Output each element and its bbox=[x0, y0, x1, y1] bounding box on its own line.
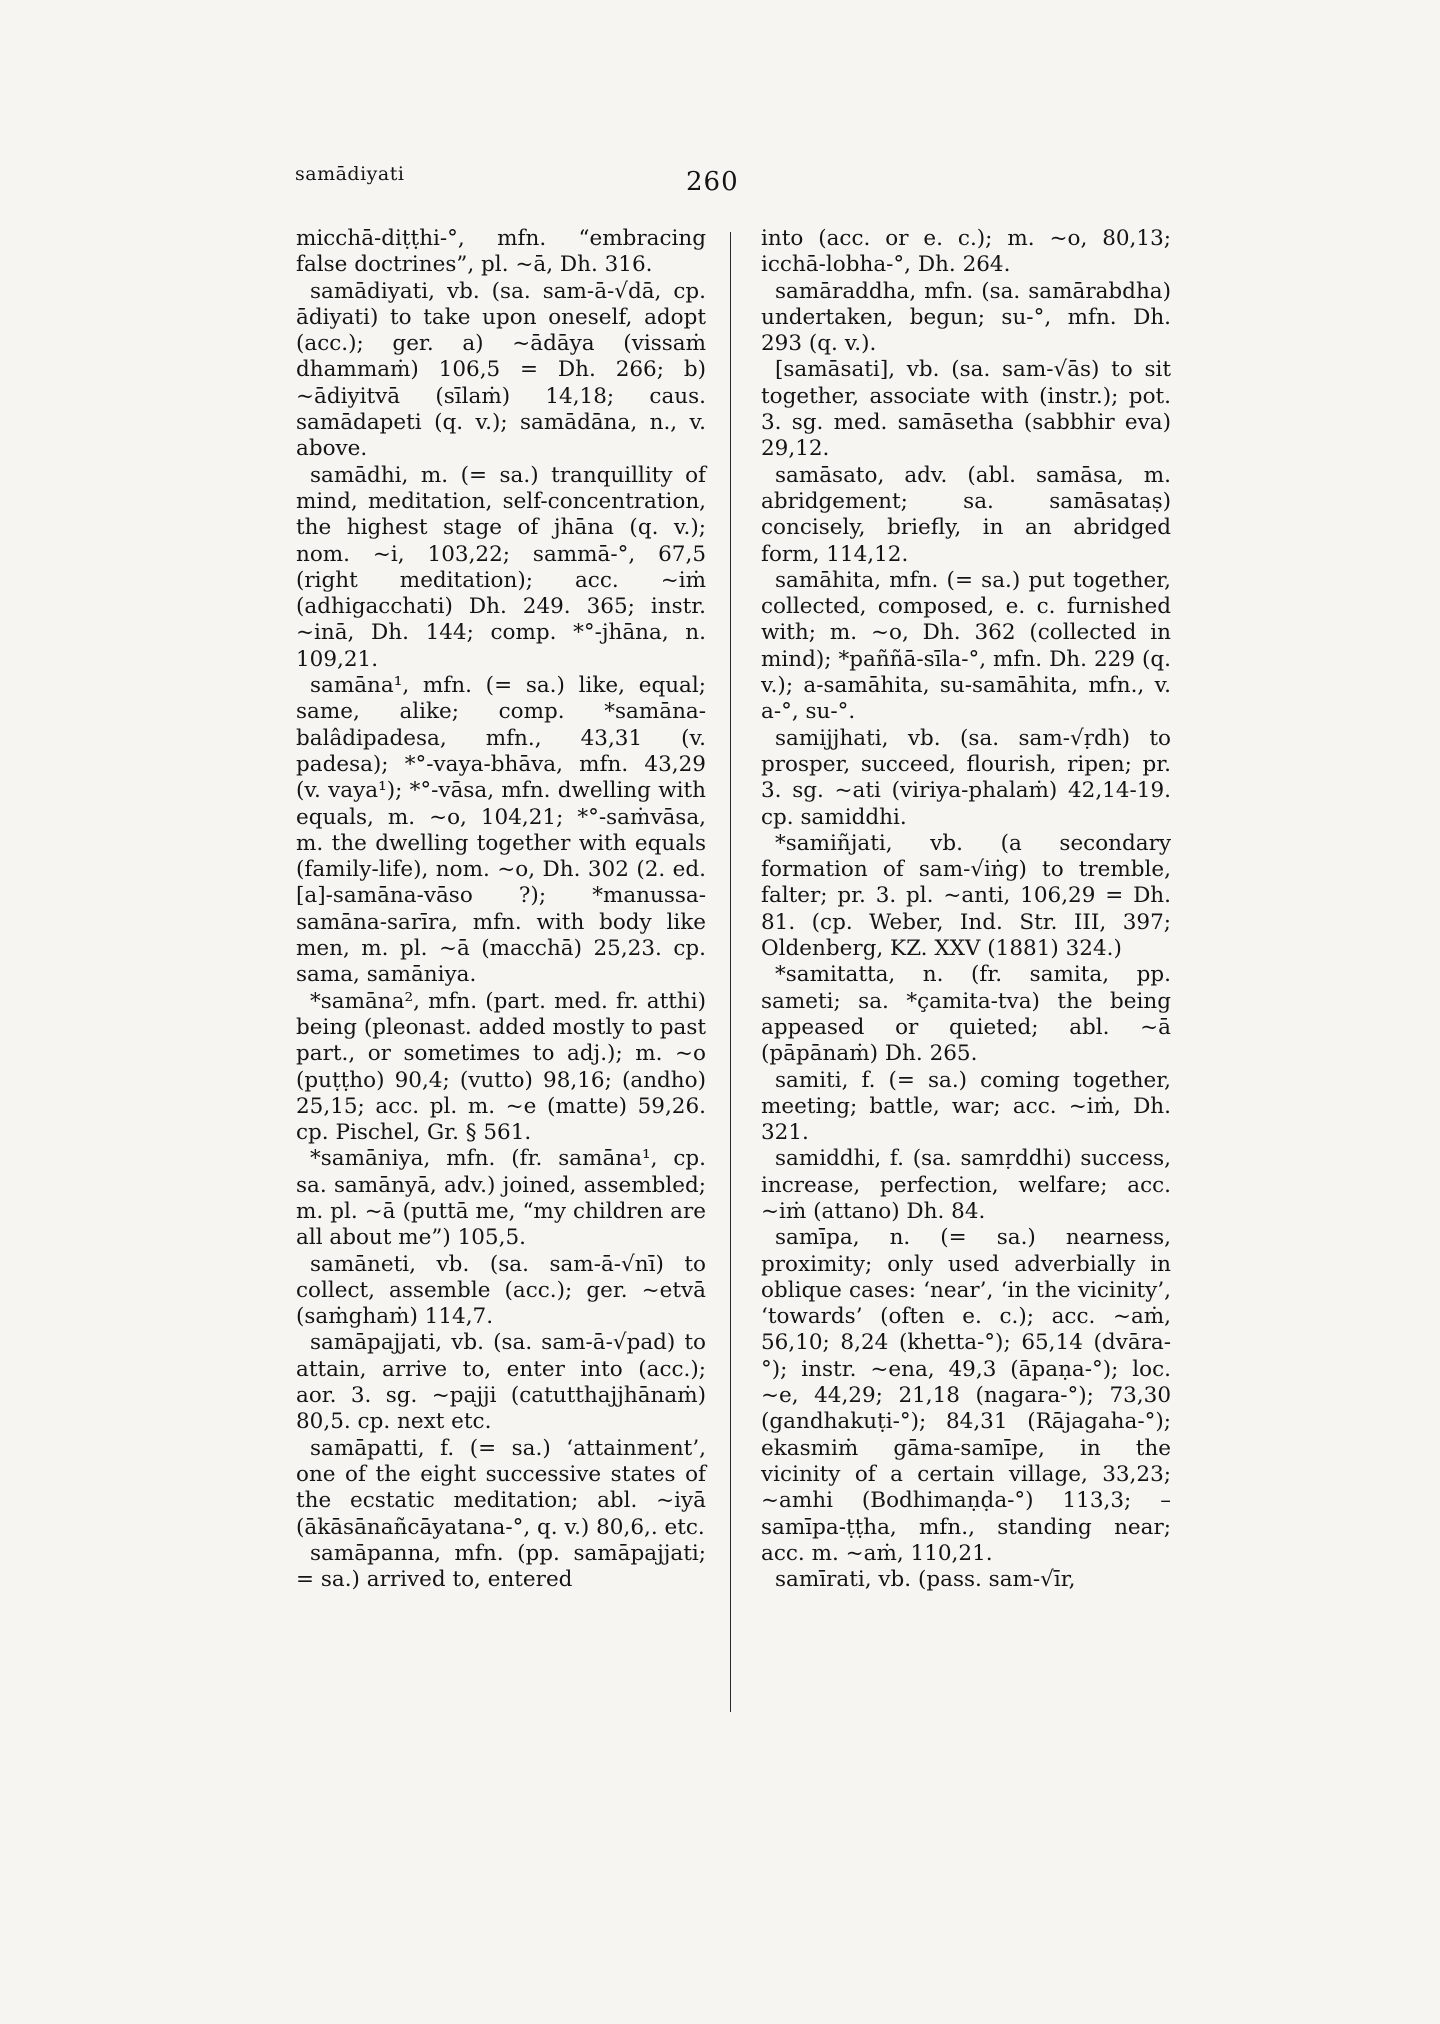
entry-samipa: samīpa, n. (= sa.) nearness, proximity; only used adverbially in oblique cases: ‘near’, ‘in the vicinity’, ‘towards’ (often e. c.); acc. ~aṁ, 56,10; 8,24 (khetta-°); 65,14 (dvāra-°); instr. ~ena, 49,3 (āpaṇa-°); loc. ~e, 44,29; 21,18 (nagara-°); 73,30 (gandhakuṭi-°); 84,31 (Rājagaha-°); ekasmiṁ gāma-samīpe, in the vicinity of a certain village, 33,23; ~amhi (Bodhimaṇḍa-°) 113,3; – samīpa-ṭṭha, mfn., standing near; acc. m. ~aṁ, 110,21. bbox=[761, 1225, 1171, 1566]
entry-samahita: samāhita, mfn. (= sa.) put together, collected, composed, e. c. furnished with; m. ~o, Dh. 362 (collected in mind); *paññā-sīla-°, mfn. Dh. 229 (q. v.); a-samāhita, su-samāhita, mfn., v. a-°, su-°. bbox=[761, 567, 1171, 725]
running-head: samādiyati bbox=[295, 163, 405, 185]
entry-samapatti: samāpatti, f. (= sa.) ‘attainment’, one of the eight successive states of the ecstatic meditation; abl. ~iyā (ākāsānañcāyatana-°, q. v.) 80,6,. etc. bbox=[296, 1435, 706, 1540]
entry-samasati: [samāsati], vb. (sa. sam-√ās) to sit together, associate with (instr.); pot. 3. sg. med. samāsetha (sabbhir eva) 29,12. bbox=[761, 357, 1171, 462]
entry-samadhi: samādhi, m. (= sa.) tranquillity of mind, meditation, self-concentration, the highest stage of jhāna (q. v.); nom. ~i, 103,22; sammā-°, 67,5 (right meditation); acc. ~iṁ (adhigacchati) Dh. 249. 365; instr. ~inā, Dh. 144; comp. *°-jhāna, n. 109,21. bbox=[296, 462, 706, 672]
entry-samadiyati: samādiyati, vb. (sa. sam-ā-√dā, cp. ādiyati) to take upon oneself, adopt (acc.); ger. a) ~ādāya (vissaṁ dhammaṁ) 106,5 = Dh. 266; b) ~ādiyitvā (sīlaṁ) 14,18; caus. samādapeti (q. v.); samādāna, n., v. above. bbox=[296, 278, 706, 462]
entry-samiddhi: samiddhi, f. (sa. samṛddhi) success, increase, perfection, welfare; acc. ~iṁ (attano) Dh. 84. bbox=[761, 1146, 1171, 1224]
right-column bbox=[761, 226, 1171, 1593]
entry-samaniya: *samāniya, mfn. (fr. samāna¹, cp. sa. samānyā, adv.) joined, assembled; m. pl. ~ā (puttā me, “my children are all about me”) 105,5. bbox=[296, 1146, 706, 1251]
entry-samapanna-continuation: into (acc. or e. c.); m. ~o, 80,13; icchā-lobha-°, Dh. 264. bbox=[761, 226, 1171, 278]
entry-saminjati: *samiñjati, vb. (a secondary formation of sam-√iṅg) to tremble, falter; pr. 3. pl. ~anti, 106,29 = Dh. 81. (cp. Weber, Ind. Str. III, 397; Oldenberg, KZ. XXV (1881) 324.) bbox=[761, 830, 1171, 962]
entry-samiti: samiti, f. (= sa.) coming together, meeting; battle, war; acc. ~iṁ, Dh. 321. bbox=[761, 1067, 1171, 1146]
left-column bbox=[296, 226, 706, 1593]
entry-samapanna: samāpanna, mfn. (pp. samāpajjati; = sa.) arrived to, entered bbox=[296, 1540, 706, 1593]
entry-samirati: samīrati, vb. (pass. sam-√īr, bbox=[775, 1567, 1076, 1593]
entry-samijjhati: samijjhati, vb. (sa. sam-√ṛdh) to prosper, succeed, flourish, ripen; pr. 3. sg. ~ati (viriya-phalaṁ) 42,14-19. cp. samiddhi. bbox=[761, 725, 1171, 830]
page-number: 260 bbox=[686, 167, 739, 197]
entry-samitatta: *samitatta, n. (fr. samita, pp. sameti; sa. *çamita-tva) the being appeased or quieted; abl. ~ā (pāpānaṁ) Dh. 265. bbox=[761, 962, 1171, 1067]
entry-micchaditthi-continuation: micchā-diṭṭhi-°, mfn. “embracing false doctrines”, pl. ~ā, Dh. 316. bbox=[296, 226, 706, 278]
entry-samaraddha: samāraddha, mfn. (sa. samārabdha) undertaken, begun; su-°, mfn. Dh. 293 (q. v.). bbox=[761, 278, 1171, 357]
entry-samapajjati: samāpajjati, vb. (sa. sam-ā-√pad) to attain, arrive to, enter into (acc.); aor. 3. sg. ~pajji (catutthajjhānaṁ) 80,5. cp. next etc. bbox=[296, 1330, 706, 1435]
column-divider bbox=[730, 232, 731, 1712]
entry-samaneti: samāneti, vb. (sa. sam-ā-√nī) to collect, assemble (acc.); ger. ~etvā (saṁghaṁ) 114,7. bbox=[296, 1251, 706, 1330]
entry-samana-1: samāna¹, mfn. (= sa.) like, equal; same, alike; comp. *samāna-balâdipadesa, mfn., 43,31 (v. padesa); *°-vaya-bhāva, mfn. 43,29 (v. vaya¹); *°-vāsa, mfn. dwelling with equals, m. ~o, 104,21; *°-saṁvāsa, m. the dwelling together with equals (family-life), nom. ~o, Dh. 302 (2. ed. [a]-samāna-vāso ?); *manussa-samāna-sarīra, mfn. with body like men, m. pl. ~ā (macchā) 25,23. cp. sama, samāniya. bbox=[296, 673, 706, 988]
entry-samana-2: *samāna², mfn. (part. med. fr. atthi) being (pleonast. added mostly to past part., or sometimes to adj.); m. ~o (puṭṭho) 90,4; (vutto) 98,16; (andho) 25,15; acc. pl. m. ~e (matte) 59,26. cp. Pischel, Gr. § 561. bbox=[296, 988, 706, 1146]
entry-samasato: samāsato, adv. (abl. samāsa, m. abridgement; sa. samāsataṣ) concisely, briefly, in an abridged form, 114,12. bbox=[761, 462, 1171, 567]
